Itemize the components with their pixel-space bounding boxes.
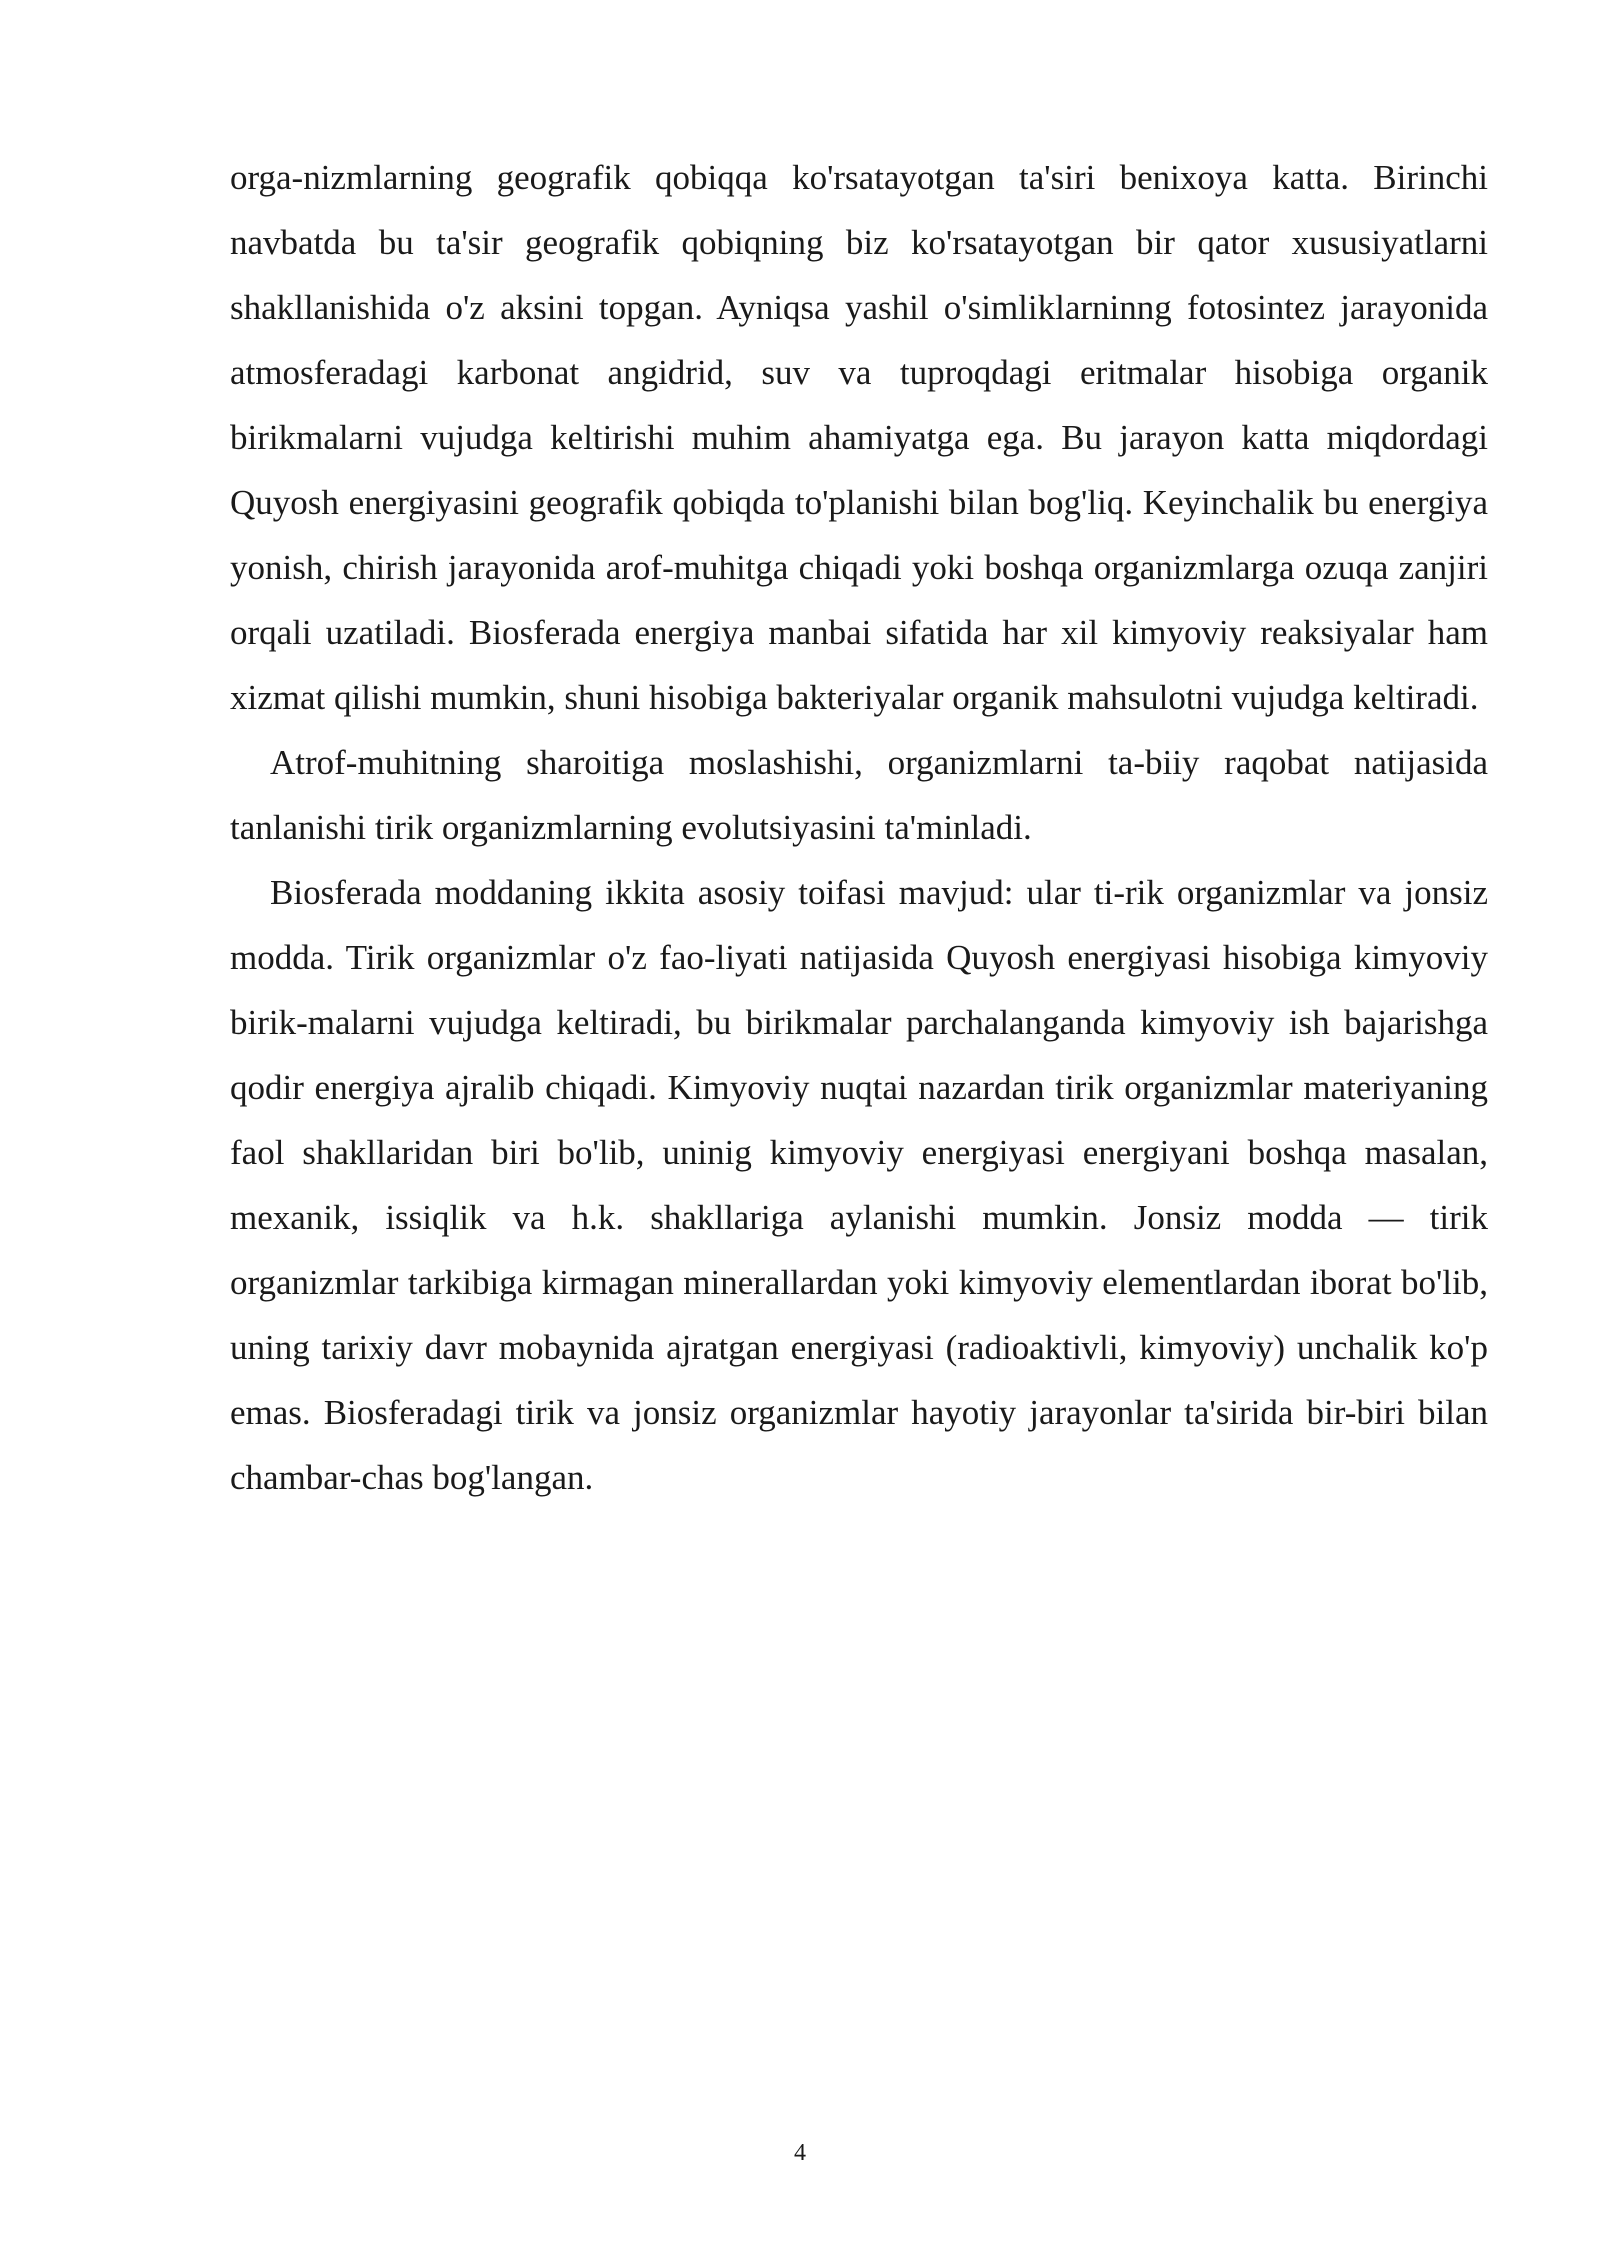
page-number: 4 (794, 2140, 806, 2166)
paragraph-2: Atrof-muhitning sharoitiga moslashishi, organizmlarni ta-biiy raqobat natijasida tanlanishi tirik organizmlarning evolutsiyasini ta'minladi. (230, 743, 1488, 847)
paragraph-1: orga-nizmlarning geografik qobiqqa ko'rsatayotgan ta'siri benixoya katta. Birinchi navbatda bu ta'sir geografik qobiqning biz ko'rsatayotgan bir qator xususiyatlarni shakllanishida o'z aksini topgan. Ayniqsa yashil o'simliklarninng fotosintez jarayonida atmosferadagi karbonat angidrid, suv va tuproqdagi eritmalar hisobiga organik birikmalarni vujudga keltirishi muhim ahamiyatga ega. Bu jarayon katta miqdordagi Quyosh energiyasini geografik qobiqda to'planishi bilan bog'liq. Keyinchalik bu energiya yonish, chirish jarayonida arof-muhitga chiqadi yoki boshqa organizmlarga ozuqa zanjiri orqali uzatiladi. Biosferada energiya manbai sifatida har xil kimyoviy reaksiyalar ham xizmat qilishi mumkin, shuni hisobiga bakteriyalar organik mahsulotni vujudga keltiradi. (230, 158, 1488, 717)
body-text (230, 145, 1488, 1510)
paragraph-3: Biosferada moddaning ikkita asosiy toifasi mavjud: ular ti-rik organizmlar va jonsiz modda. Tirik organizmlar o'z fao-liyati natijasida Quyosh energiyasi hisobiga kimyoviy birik-malarni vujudga keltiradi, bu birikmalar parchalanganda kimyoviy ish bajarishga qodir energiya ajralib chiqadi. Kimyoviy nuqtai nazardan tirik organizmlar materiyaning faol shakllaridan biri bo'lib, uninig kimyoviy energiyasi energiyani boshqa masalan, mexanik, issiqlik va h.k. shakllariga aylanishi mumkin. Jonsiz modda — tirik organizmlar tarkibiga kirmagan minerallardan yoki kimyoviy elementlardan iborat bo'lib, uning tarixiy davr mobaynida ajratgan energiyasi (radioaktivli, kimyoviy) unchalik ko'p emas. Biosferadagi tirik va jonsiz organizmlar hayotiy jarayonlar ta'sirida bir-biri bilan chambar-chas bog'langan. (230, 873, 1488, 1497)
